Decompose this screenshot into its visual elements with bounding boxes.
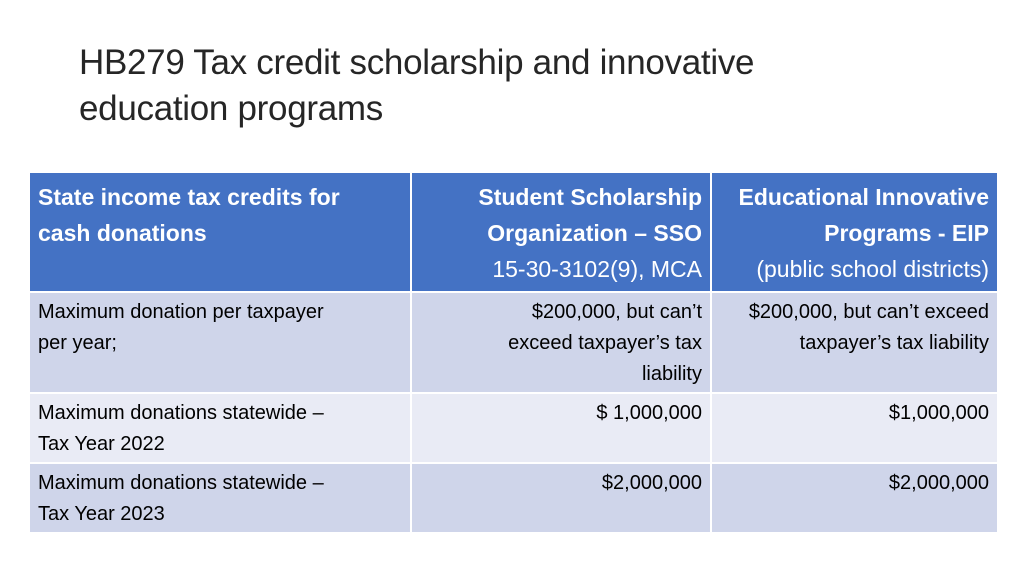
row-eip-value: [711, 292, 998, 393]
row-eip-value-line-1: $200,000, but can’t exceed: [748, 301, 989, 323]
row-eip-value: $2,000,000: [711, 463, 998, 533]
row-eip-value: $1,000,000: [711, 393, 998, 463]
row-label-line-1: Maximum donations statewide –: [38, 472, 324, 494]
donation-credit-table: [28, 171, 999, 534]
slide-title-line-2: education programs: [79, 89, 383, 128]
slide-title: [79, 40, 979, 132]
header-sso-statute: 15-30-3102(9), MCA: [492, 256, 702, 282]
row-sso-value: [411, 292, 711, 393]
header-sso: [411, 172, 711, 292]
header-eip-line-1: Educational Innovative: [738, 184, 989, 210]
row-label-line-1: Maximum donations statewide –: [38, 402, 324, 424]
table-header-row: [29, 172, 998, 292]
header-sso-line-2: Organization – SSO: [487, 220, 702, 246]
row-label-line-2: Tax Year 2022: [38, 433, 165, 455]
row-sso-value-line-3: liability: [641, 363, 702, 385]
row-label: [29, 393, 411, 463]
row-label: [29, 292, 411, 393]
header-eip-note: (public school districts): [756, 256, 989, 282]
row-label-line-2: per year;: [38, 332, 117, 354]
header-sso-line-1: Student Scholarship: [478, 184, 702, 210]
table-row-statewide-2022: [29, 393, 998, 463]
header-eip: [711, 172, 998, 292]
row-label-line-1: Maximum donation per taxpayer: [38, 301, 324, 323]
header-eip-line-2: Programs - EIP: [824, 220, 989, 246]
row-label-line-2: Tax Year 2023: [38, 503, 165, 525]
header-tax-credits-line-2: cash donations: [38, 220, 207, 246]
row-sso-value: $ 1,000,000: [411, 393, 711, 463]
slide-title-line-1: HB279 Tax credit scholarship and innovative: [79, 43, 755, 82]
header-tax-credits-line-1: State income tax credits for: [38, 184, 340, 210]
row-label: [29, 463, 411, 533]
row-sso-value-line-1: $200,000, but can’t: [531, 301, 702, 323]
table-row-statewide-2023: [29, 463, 998, 533]
row-sso-value: $2,000,000: [411, 463, 711, 533]
table-row-max-per-taxpayer: [29, 292, 998, 393]
header-tax-credits: [29, 172, 411, 292]
row-sso-value-line-2: exceed taxpayer’s tax: [508, 332, 702, 354]
row-eip-value-line-2: taxpayer’s tax liability: [799, 332, 989, 354]
